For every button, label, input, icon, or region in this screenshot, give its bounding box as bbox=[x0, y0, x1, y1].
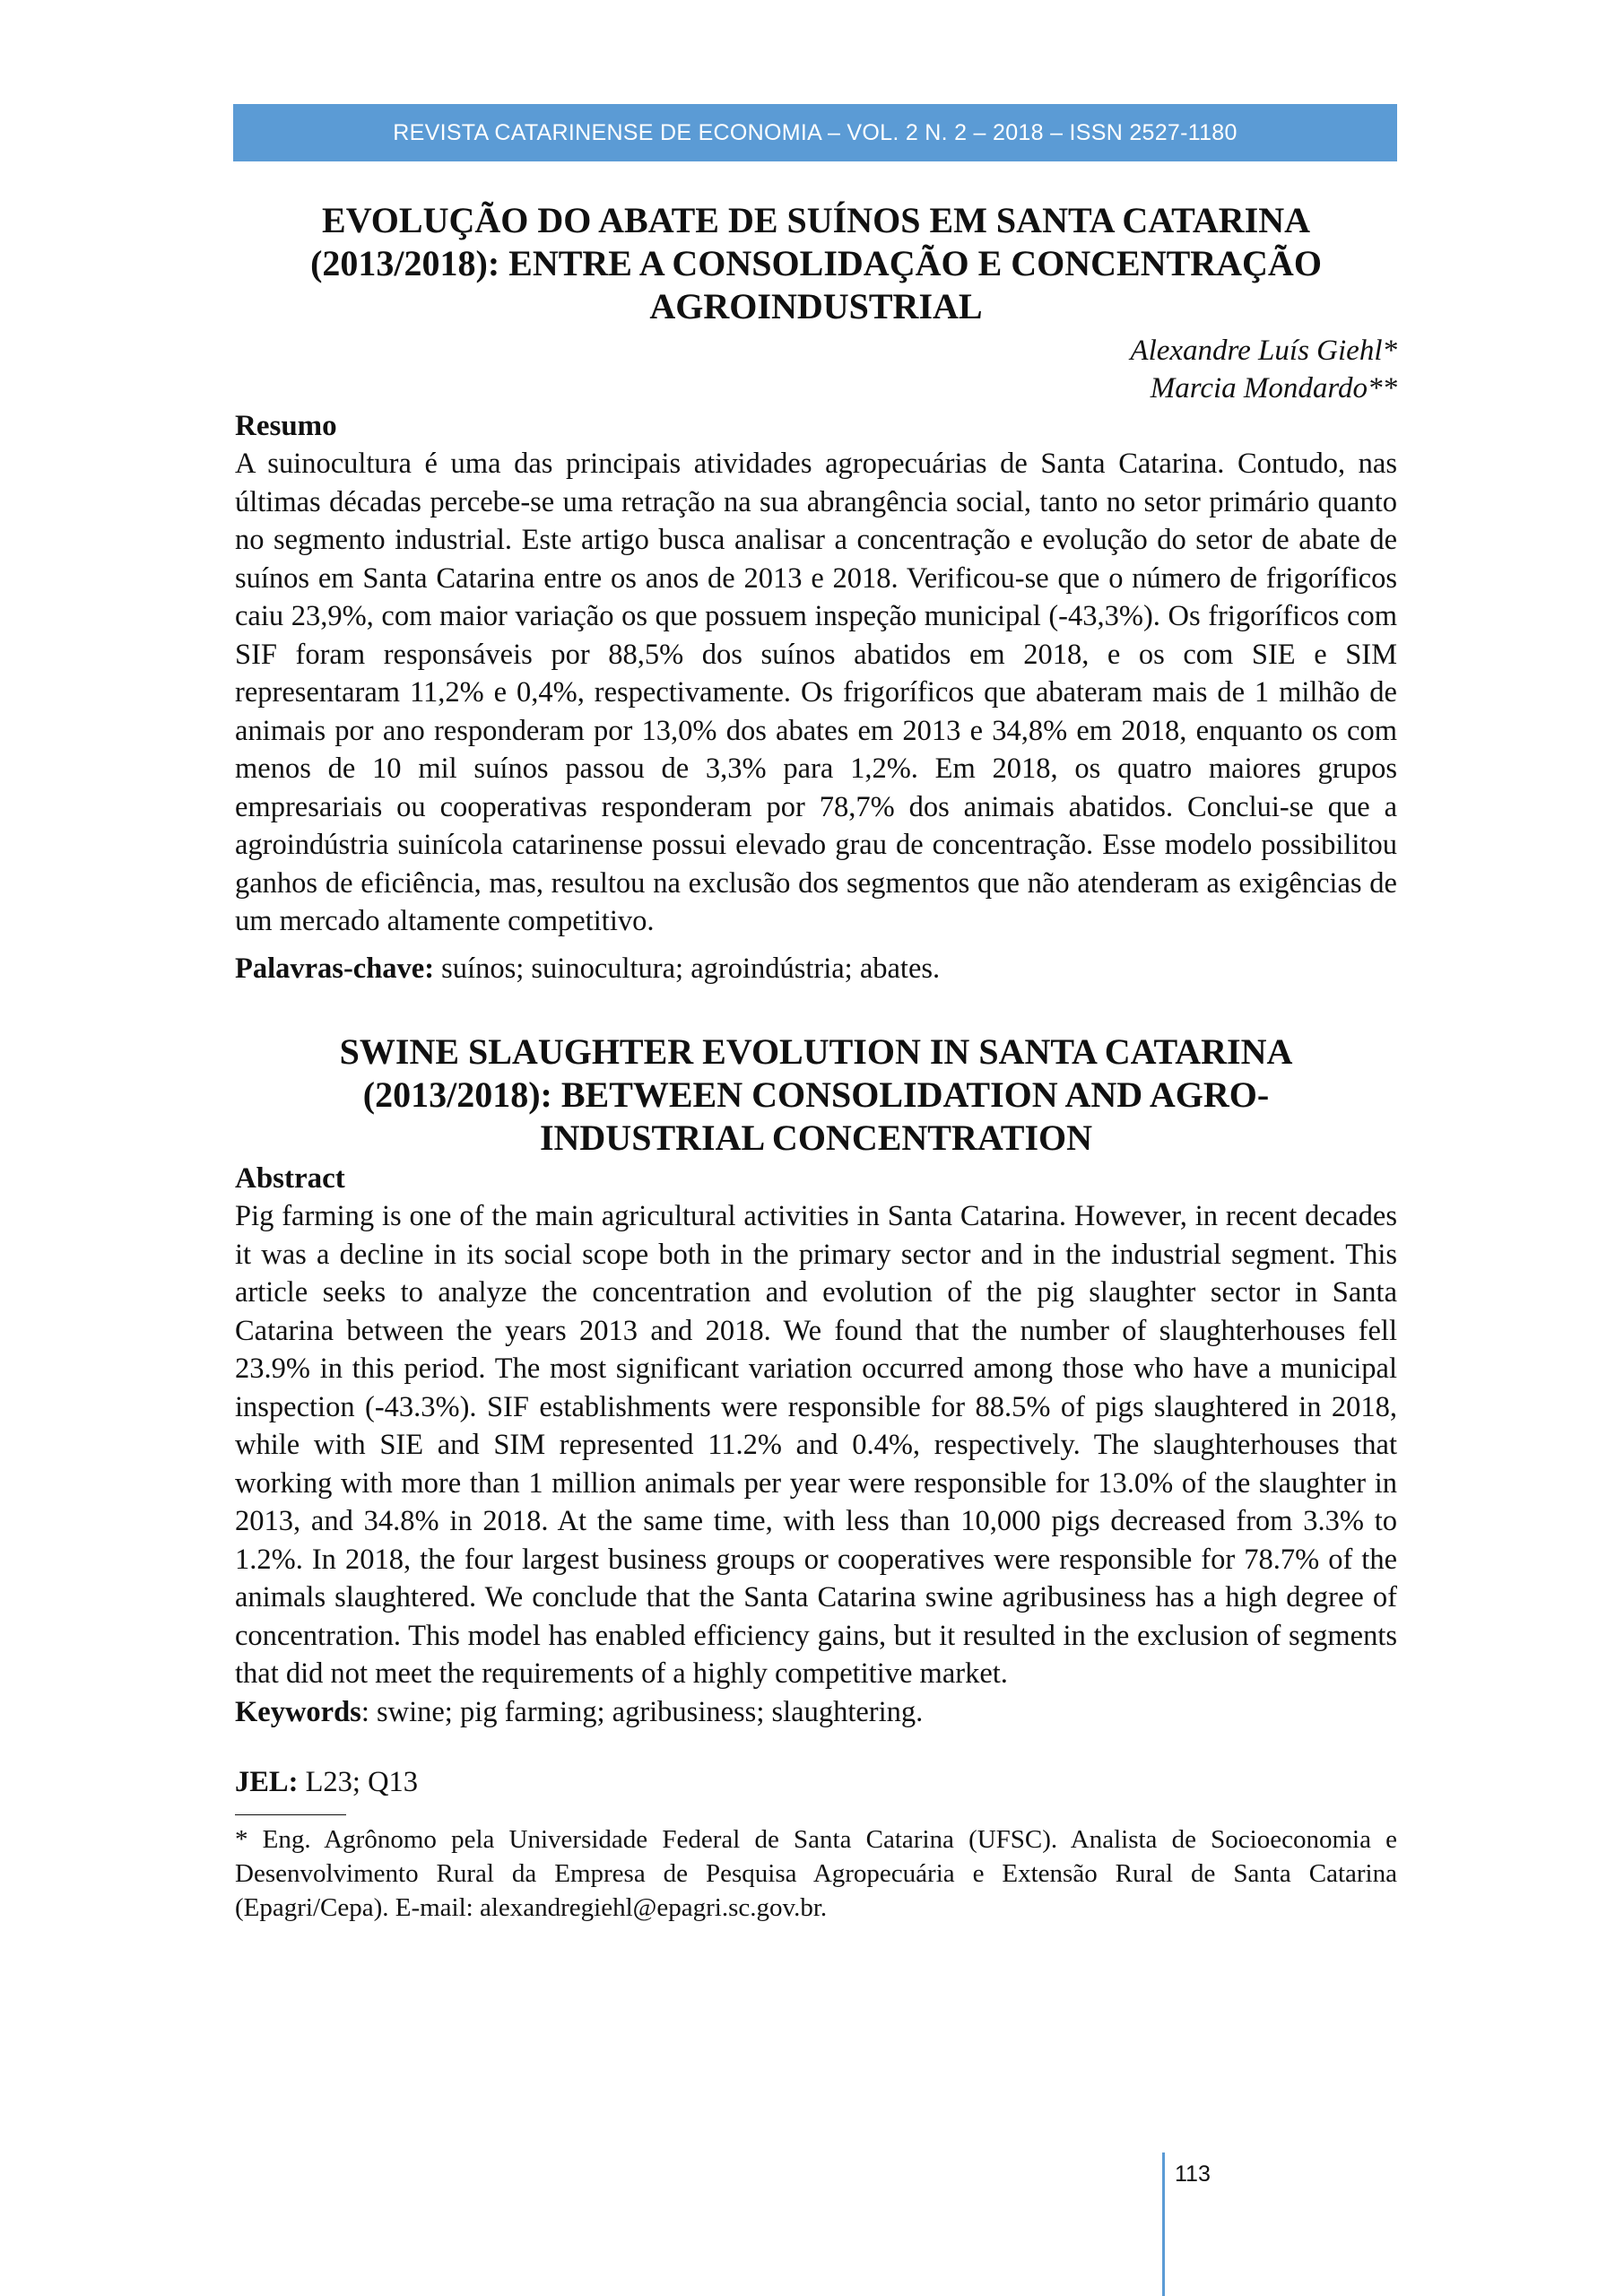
keywords-label: Keywords bbox=[235, 1695, 361, 1728]
author-name: Alexandre Luís Giehl* bbox=[1130, 335, 1397, 367]
abstract-heading-pt: Resumo bbox=[235, 410, 337, 442]
page-number: 113 bbox=[1175, 2161, 1211, 2187]
keywords-values: suínos; suinocultura; agroindústria; abates. bbox=[434, 952, 941, 985]
title-line: EVOLUÇÃO DO ABATE DE SUÍNOS EM SANTA CATARINA bbox=[322, 200, 1310, 240]
keywords-pt bbox=[235, 950, 1397, 988]
keywords-en bbox=[235, 1693, 1397, 1732]
title-line: (2013/2018): BETWEEN CONSOLIDATION AND AGRO- bbox=[362, 1074, 1270, 1115]
abstract-heading-en: Abstract bbox=[235, 1162, 345, 1195]
author-list bbox=[235, 332, 1397, 407]
keywords-values: : swine; pig farming; agribusiness; slaughtering. bbox=[360, 1695, 924, 1728]
title-line: SWINE SLAUGHTER EVOLUTION IN SANTA CATARINA bbox=[339, 1031, 1293, 1072]
title-portuguese bbox=[235, 199, 1397, 328]
title-line: INDUSTRIAL CONCENTRATION bbox=[539, 1118, 1093, 1158]
article-body bbox=[235, 199, 1397, 1951]
page-number-bar bbox=[1162, 2152, 1165, 2296]
abstract-text-pt: A suinocultura é uma das principais atividades agropecuárias de Santa Catarina. Contudo, nas últimas décadas percebe-se uma retração na sua abrangência social, tanto no setor primário quanto no segmento industrial. Este artigo busca analisar a concentração e evolução do setor de abate de suínos em Santa Catarina entre os anos de 2013 e 2018. Verificou-se que o número de frigoríficos caiu 23,9%, com maior variação os que possuem inspeção municipal (-43,3%). Os frigoríficos com SIF foram responsáveis por 88,5% dos suínos abatidos em 2018, e os com SIE e SIM representaram 11,2% e 0,4%, respectivamente. Os frigoríficos que abateram mais de 1 milhão de animais por ano responderam por 13,0% dos abates em 2013 e 34,8% em 2018, enquanto os com menos de 10 mil suínos passou de 3,3% para 1,2%. Em 2018, os quatro maiores grupos empresariais ou cooperativas responderam por 78,7% dos animais abatidos. Conclui-se que a agroindústria suinícola catarinense possui elevado grau de concentração. Esse modelo possibilitou ganhos de eficiência, mas, resultou na exclusão dos segmentos que não atenderam as exigências de um mercado altamente competitivo. bbox=[235, 448, 1397, 937]
jel-label: JEL: bbox=[235, 1766, 299, 1798]
journal-header-text: REVISTA CATARINENSE DE ECONOMIA – VOL. 2 N. 2 – 2018 – ISSN 2527-1180 bbox=[393, 119, 1238, 145]
title-line: (2013/2018): ENTRE A CONSOLIDAÇÃO E CONCENTRAÇÃO bbox=[310, 243, 1322, 283]
title-english bbox=[235, 1031, 1397, 1160]
author-name: Marcia Mondardo** bbox=[1150, 372, 1397, 404]
title-line: AGROINDUSTRIAL bbox=[649, 286, 983, 326]
keywords-label: Palavras-chave: bbox=[235, 952, 435, 985]
jel-values: L23; Q13 bbox=[298, 1766, 419, 1798]
footnote-author: * Eng. Agrônomo pela Universidade Federal de Santa Catarina (UFSC). Analista de Socioeconomia e Desenvolvimento Rural da Empresa de Pesquisa Agropecuária e Extensão Rural de Santa Catarina (Epagri/Cepa). E-mail: alexandregiehl@epagri.sc.gov.br. bbox=[235, 1824, 1397, 1922]
jel-codes bbox=[235, 1763, 1397, 1802]
footnote-separator bbox=[235, 1814, 346, 1815]
journal-header-bar bbox=[233, 104, 1397, 161]
abstract-text-en: Pig farming is one of the main agricultural activities in Santa Catarina. However, in recent decades it was a decline in its social scope both in the primary sector and in the industrial segment. This article seeks to analyze the concentration and evolution of the pig slaughter sector in Santa Catarina between the years 2013 and 2018. We found that the number of slaughterhouses fell 23.9% in this period. The most significant variation occurred among those who have a municipal inspection (-43.3%). SIF establishments were responsible for 88.5% of pigs slaughtered in 2018, while with SIE and SIM represented 11.2% and 0.4%, respectively. The slaughterhouses that working with more than 1 million animals per year were responsible for 13.0% of the slaughter in 2013, and 34.8% in 2018. At the same time, with less than 10,000 pigs decreased from 3.3% to 1.2%. In 2018, the four largest business groups or cooperatives were responsible for 78.7% of the animals slaughtered. We conclude that the Santa Catarina swine agribusiness has a high degree of concentration. This model has enabled efficiency gains, but it resulted in the exclusion of segments that did not meet the requirements of a highly competitive market. bbox=[235, 1200, 1397, 1690]
